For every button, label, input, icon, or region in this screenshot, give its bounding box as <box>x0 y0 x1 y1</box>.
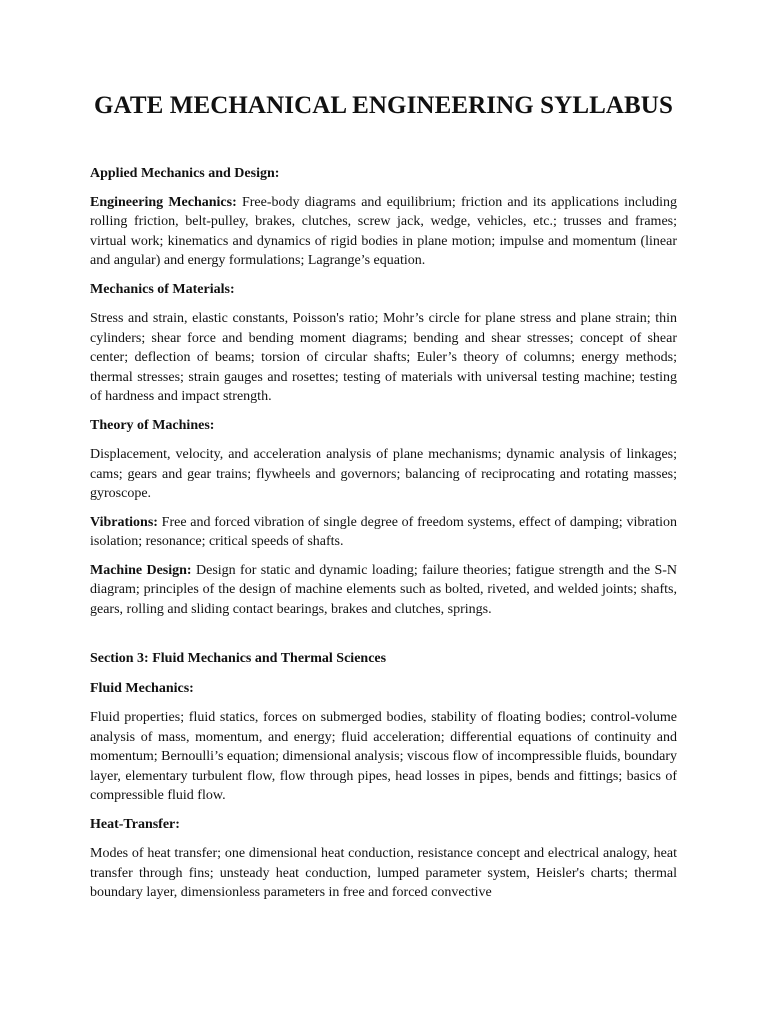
engineering-mechanics-text: Free-body diagrams and equilibrium; friction and its applications including rolling friction, belt-pulley, brakes, clutches, screw jack, wedge, vehicles, etc.; trusses and frames; virtual work; kinematics and dynamics of rigid bodies in plane motion; impulse and momentum (linear and angular) and energy formulations; Lagrange’s equation. <box>90 194 677 268</box>
section-3-heading: Section 3: Fluid Mechanics and Thermal Sciences <box>90 651 387 666</box>
mechanics-of-materials-text: Stress and strain, elastic constants, Poisson's ratio; Mohr’s circle for plane stress and plane strain; thin cylinders; shear force and bending moment diagrams; bending and shear stresses; concept of shear center; deflection of beams; torsion of circular shafts; Euler’s theory of columns; energy methods; thermal stresses; strain gauges and rosettes; testing of materials with universal testing machine; testing of hardness and impact strength. <box>90 311 677 404</box>
document-title: GATE MECHANICAL ENGINEERING SYLLABUS <box>94 92 673 119</box>
machine-design-label: Machine Design: <box>90 562 192 578</box>
document-page <box>90 0 677 1024</box>
vibrations-paragraph <box>90 513 677 552</box>
heat-transfer-text: Modes of heat transfer; one dimensional heat conduction, resistance concept and electrical analogy, heat transfer through fins; unsteady heat conduction, lumped parameter system, Heisler's charts; thermal boundary layer, dimensionless parameters in free and forced convective <box>90 846 677 900</box>
machine-design-paragraph <box>90 561 677 620</box>
engineering-mechanics-label: Engineering Mechanics: <box>90 194 237 210</box>
engineering-mechanics-paragraph <box>90 193 677 271</box>
theory-of-machines-heading: Theory of Machines: <box>90 417 215 433</box>
applied-mechanics-heading: Applied Mechanics and Design: <box>90 166 280 181</box>
machine-design-text: Design for static and dynamic loading; failure theories; fatigue strength and the S-N diagram; principles of the design of machine elements such as bolted, riveted, and welded joints; shafts, gears, rolling and sliding contact bearings, brakes and clutches, springs. <box>90 562 677 617</box>
theory-of-machines-text: Displacement, velocity, and acceleration analysis of plane mechanisms; dynamic analysis of linkages; cams; gears and gear trains; flywheels and governors; balancing of reciprocating and rotating masses; gyroscope. <box>90 447 677 501</box>
mechanics-of-materials-heading: Mechanics of Materials: <box>90 281 235 297</box>
heat-transfer-heading: Heat-Transfer: <box>90 816 180 832</box>
vibrations-label: Vibrations: <box>90 514 158 530</box>
fluid-mechanics-text: Fluid properties; fluid statics, forces on submerged bodies, stability of floating bodies; control-volume analysis of mass, momentum, and energy; fluid acceleration; differential equations of continuity and momentum; Bernoulli’s equation; dimensional analysis; viscous flow of incompressible fluids, boundary layer, elementary turbulent flow, flow through pipes, head losses in pipes, bends and fittings; basics of compressible fluid flow. <box>90 710 677 803</box>
vibrations-text: Free and forced vibration of single degree of freedom systems, effect of damping; vibration isolation; resonance; critical speeds of shafts. <box>90 514 677 549</box>
fluid-mechanics-heading: Fluid Mechanics: <box>90 680 194 696</box>
